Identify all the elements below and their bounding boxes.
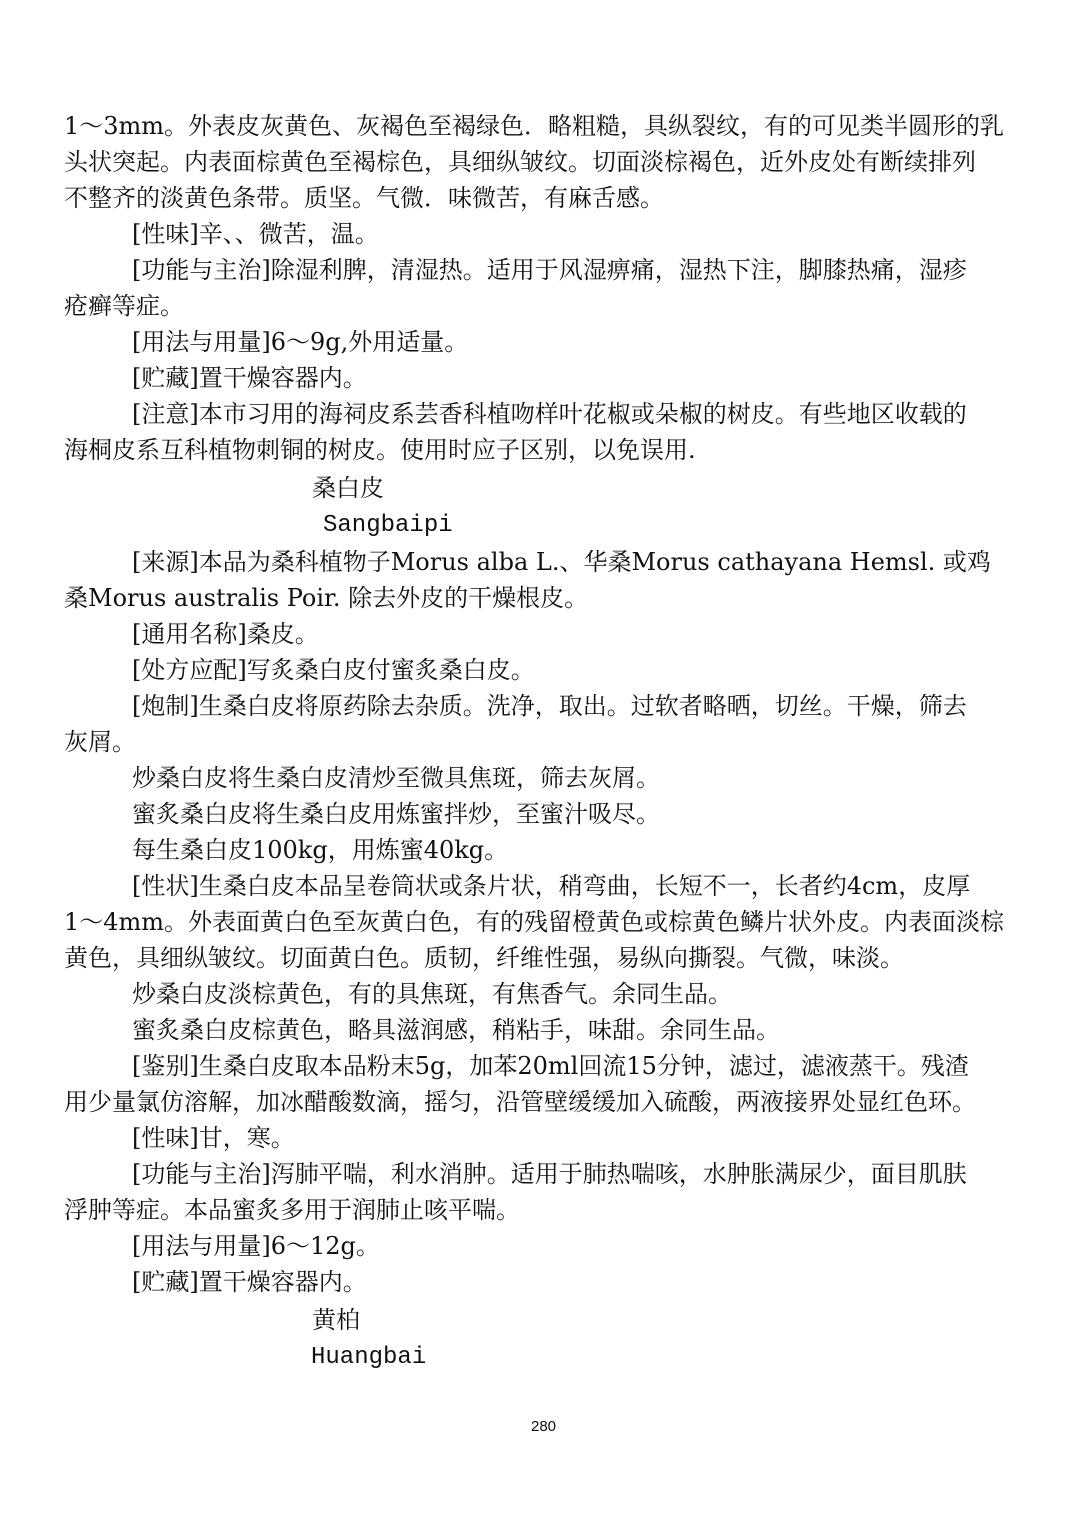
entry-pinyin: Huangbai: [311, 1344, 427, 1371]
text-line: 黄色，具细纵皱纹。切面黄白色。质韧，纤维性强，易纵向撕裂。气微，味淡。: [64, 944, 904, 972]
text-line: 每生桑白皮100kg，用炼蜜40kg。: [132, 836, 509, 864]
text-line: 不整齐的淡黄色条带。质坚。气微．味微苦，有麻舌感。: [64, 184, 664, 212]
text-line: 灰屑。: [64, 728, 136, 756]
text-line: [用法与用量]6～9g,外用适量。: [132, 328, 469, 356]
text-line: [处方应配]写炙桑白皮付蜜炙桑白皮。: [132, 656, 535, 684]
text-line: 1～3mm。外表皮灰黄色、灰褐色至褐绿色．略粗糙，具纵裂纹，有的可见类半圆形的乳: [64, 112, 1005, 140]
text-line: [性状]生桑白皮本品呈卷筒状或条片状，稍弯曲，长短不一，长者约4cm，皮厚: [132, 872, 971, 900]
text-line: [功能与主治]泻肺平喘，利水消肿。适用于肺热喘咳，水肿胀满尿少，面目肌肤: [132, 1160, 967, 1188]
text-line: 1～4mm。外表面黄白色至灰黄白色，有的残留橙黄色或棕黄色鳞片状外皮。内表面淡棕: [64, 908, 1005, 936]
page-number: 280: [530, 1418, 557, 1435]
text-line: 海桐皮系互科植物刺铜的树皮。使用时应子区别，以免误用.: [64, 436, 696, 464]
text-line: 浮肿等症。本品蜜炙多用于润肺止咳平喘。: [64, 1196, 520, 1224]
text-line: [通用名称]桑皮。: [132, 620, 319, 648]
entry-pinyin: Sangbaipi: [323, 512, 453, 539]
text-line: 头状突起。内表面棕黄色至褐棕色，具细纵皱纹。切面淡棕褐色，近外皮处有断续排列: [64, 148, 976, 176]
entry-title: 桑白皮: [312, 474, 384, 502]
text-line: [来源]本品为桑科植物子Morus alba L.、华桑Morus cathayana Hemsl. 或鸡: [132, 548, 991, 576]
text-line: 蜜炙桑白皮棕黄色，略具滋润感，稍粘手，味甜。余同生品。: [132, 1016, 780, 1044]
text-line: [性味]辛、、微苦，温。: [132, 220, 379, 248]
entry-title: 黄柏: [312, 1306, 360, 1334]
text-line: 用少量氯仿溶解，加冰醋酸数滴，摇匀，沿管壁缓缓加入硫酸，两液接界处显红色环。: [64, 1088, 976, 1116]
text-line: [贮藏]置干燥容器内。: [132, 364, 367, 392]
text-line: [注意]本市习用的海祠皮系芸香科植吻样叶花椒或朵椒的树皮。有些地区收载的: [132, 400, 967, 428]
text-line: 疮癣等症。: [64, 292, 184, 320]
text-line: 蜜炙桑白皮将生桑白皮用炼蜜拌炒，至蜜汁吸尽。: [132, 800, 660, 828]
text-line: [用法与用量]6～12g。: [132, 1232, 380, 1260]
text-line: 炒桑白皮将生桑白皮清炒至微具焦斑，筛去灰屑。: [132, 764, 660, 792]
text-line: [性味]甘，寒。: [132, 1124, 295, 1152]
text-line: 桑Morus australis Poir. 除去外皮的干燥根皮。: [64, 584, 589, 612]
text-line: [贮藏]置干燥容器内。: [132, 1268, 367, 1296]
text-line: [功能与主治]除湿利脾，清湿热。适用于风湿痹痛，湿热下注，脚膝热痛，湿疹: [132, 256, 967, 284]
text-line: [鉴别]生桑白皮取本品粉末5g，加苯20ml回流15分钟，滤过，滤液蒸干。残渣: [132, 1052, 969, 1080]
text-line: [炮制]生桑白皮将原药除去杂质。洗净，取出。过软者略晒，切丝。干燥，筛去: [132, 692, 967, 720]
text-line: 炒桑白皮淡棕黄色，有的具焦斑，有焦香气。余同生品。: [132, 980, 732, 1008]
